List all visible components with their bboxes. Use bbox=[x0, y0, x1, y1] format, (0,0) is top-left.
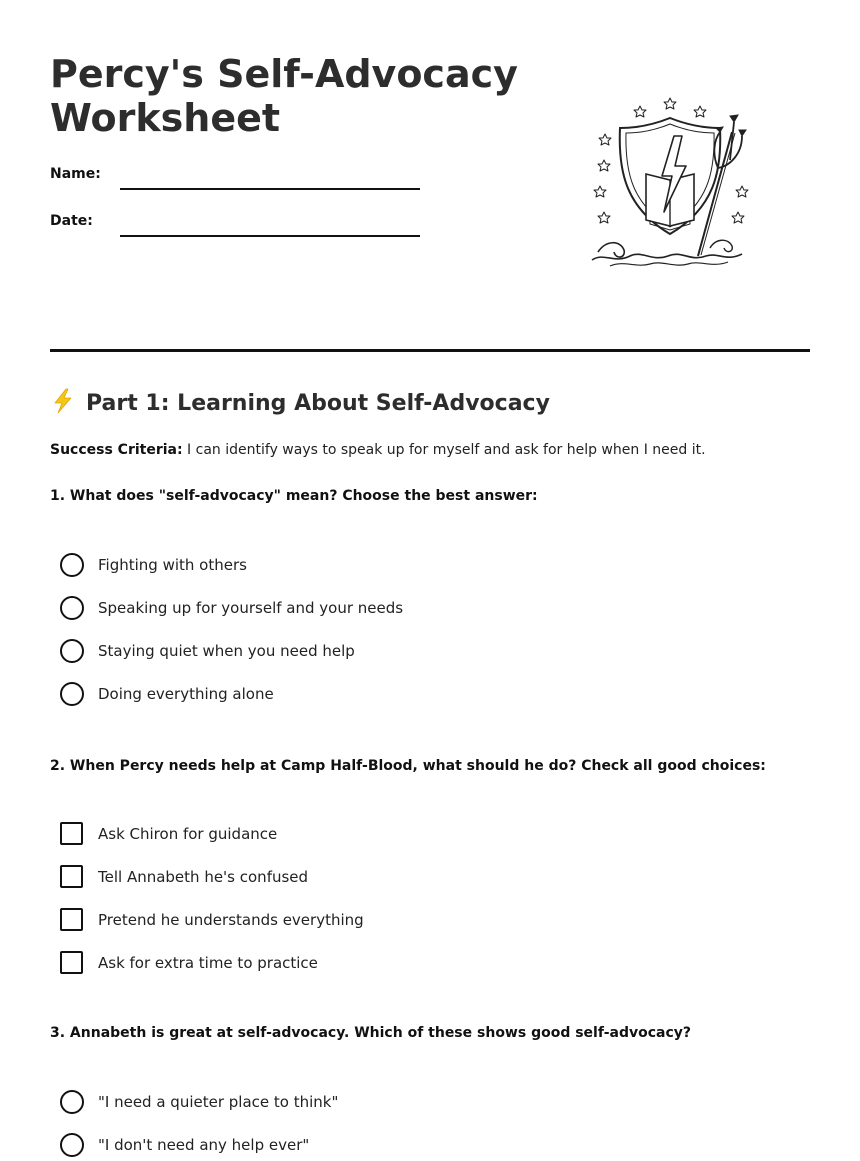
option-label: Speaking up for yourself and your needs bbox=[98, 599, 404, 617]
radio-button[interactable] bbox=[60, 682, 84, 706]
question-2-option[interactable] bbox=[60, 865, 660, 891]
option-label: Fighting with others bbox=[98, 556, 247, 574]
question-1-option[interactable] bbox=[60, 596, 660, 622]
checkbox[interactable] bbox=[60, 822, 83, 845]
date-input-line[interactable] bbox=[120, 235, 420, 237]
worksheet-title-line1: Percy's Self-Advocacy bbox=[50, 52, 518, 96]
question-2-option[interactable] bbox=[60, 951, 660, 977]
option-label: "I don't need any help ever" bbox=[98, 1136, 310, 1154]
option-label: Pretend he understands everything bbox=[98, 911, 364, 929]
part1-heading-text: Part 1: Learning About Self-Advocacy bbox=[86, 391, 550, 416]
option-label: Ask for extra time to practice bbox=[98, 954, 318, 972]
option-label: Staying quiet when you need help bbox=[98, 642, 355, 660]
radio-button[interactable] bbox=[60, 596, 84, 620]
question-3-option[interactable] bbox=[60, 1090, 660, 1116]
radio-button[interactable] bbox=[60, 553, 84, 577]
checkbox[interactable] bbox=[60, 865, 83, 888]
header-divider bbox=[50, 349, 810, 352]
success-criteria-text: I can identify ways to speak up for myself and ask for help when I need it. bbox=[182, 442, 706, 458]
success-criteria-label: Success Criteria: bbox=[50, 442, 183, 458]
part1-heading bbox=[50, 388, 550, 419]
question-3-prompt: 3. Annabeth is great at self-advocacy. Which of these shows good self-advocacy? bbox=[50, 1025, 692, 1041]
name-label: Name: bbox=[50, 166, 101, 182]
question-1-option[interactable] bbox=[60, 639, 660, 665]
option-label: Tell Annabeth he's confused bbox=[98, 868, 309, 886]
option-label: Doing everything alone bbox=[98, 685, 274, 703]
radio-button[interactable] bbox=[60, 639, 84, 663]
checkbox[interactable] bbox=[60, 908, 83, 931]
date-field bbox=[50, 207, 430, 237]
question-2-prompt: 2. When Percy needs help at Camp Half-Blood, what should he do? Check all good choices: bbox=[50, 758, 766, 774]
question-2-option[interactable] bbox=[60, 822, 660, 848]
shield-emblem-icon bbox=[590, 92, 750, 268]
date-label: Date: bbox=[50, 213, 93, 229]
question-1-option[interactable] bbox=[60, 682, 660, 708]
worksheet-title bbox=[50, 52, 570, 140]
question-2-option[interactable] bbox=[60, 908, 660, 934]
lightning-bolt-icon bbox=[50, 388, 76, 414]
option-label: "I need a quieter place to think" bbox=[98, 1093, 339, 1111]
checkbox[interactable] bbox=[60, 951, 83, 974]
name-input-line[interactable] bbox=[120, 188, 420, 190]
worksheet-title-line2: Worksheet bbox=[50, 96, 281, 140]
name-field bbox=[50, 160, 430, 190]
option-label: Ask Chiron for guidance bbox=[98, 825, 278, 843]
radio-button[interactable] bbox=[60, 1090, 84, 1114]
radio-button[interactable] bbox=[60, 1133, 84, 1157]
question-1-prompt: 1. What does "self-advocacy" mean? Choose the best answer: bbox=[50, 488, 538, 504]
question-3-option[interactable] bbox=[60, 1133, 660, 1159]
question-1-option[interactable] bbox=[60, 553, 660, 579]
success-criteria bbox=[50, 440, 706, 460]
